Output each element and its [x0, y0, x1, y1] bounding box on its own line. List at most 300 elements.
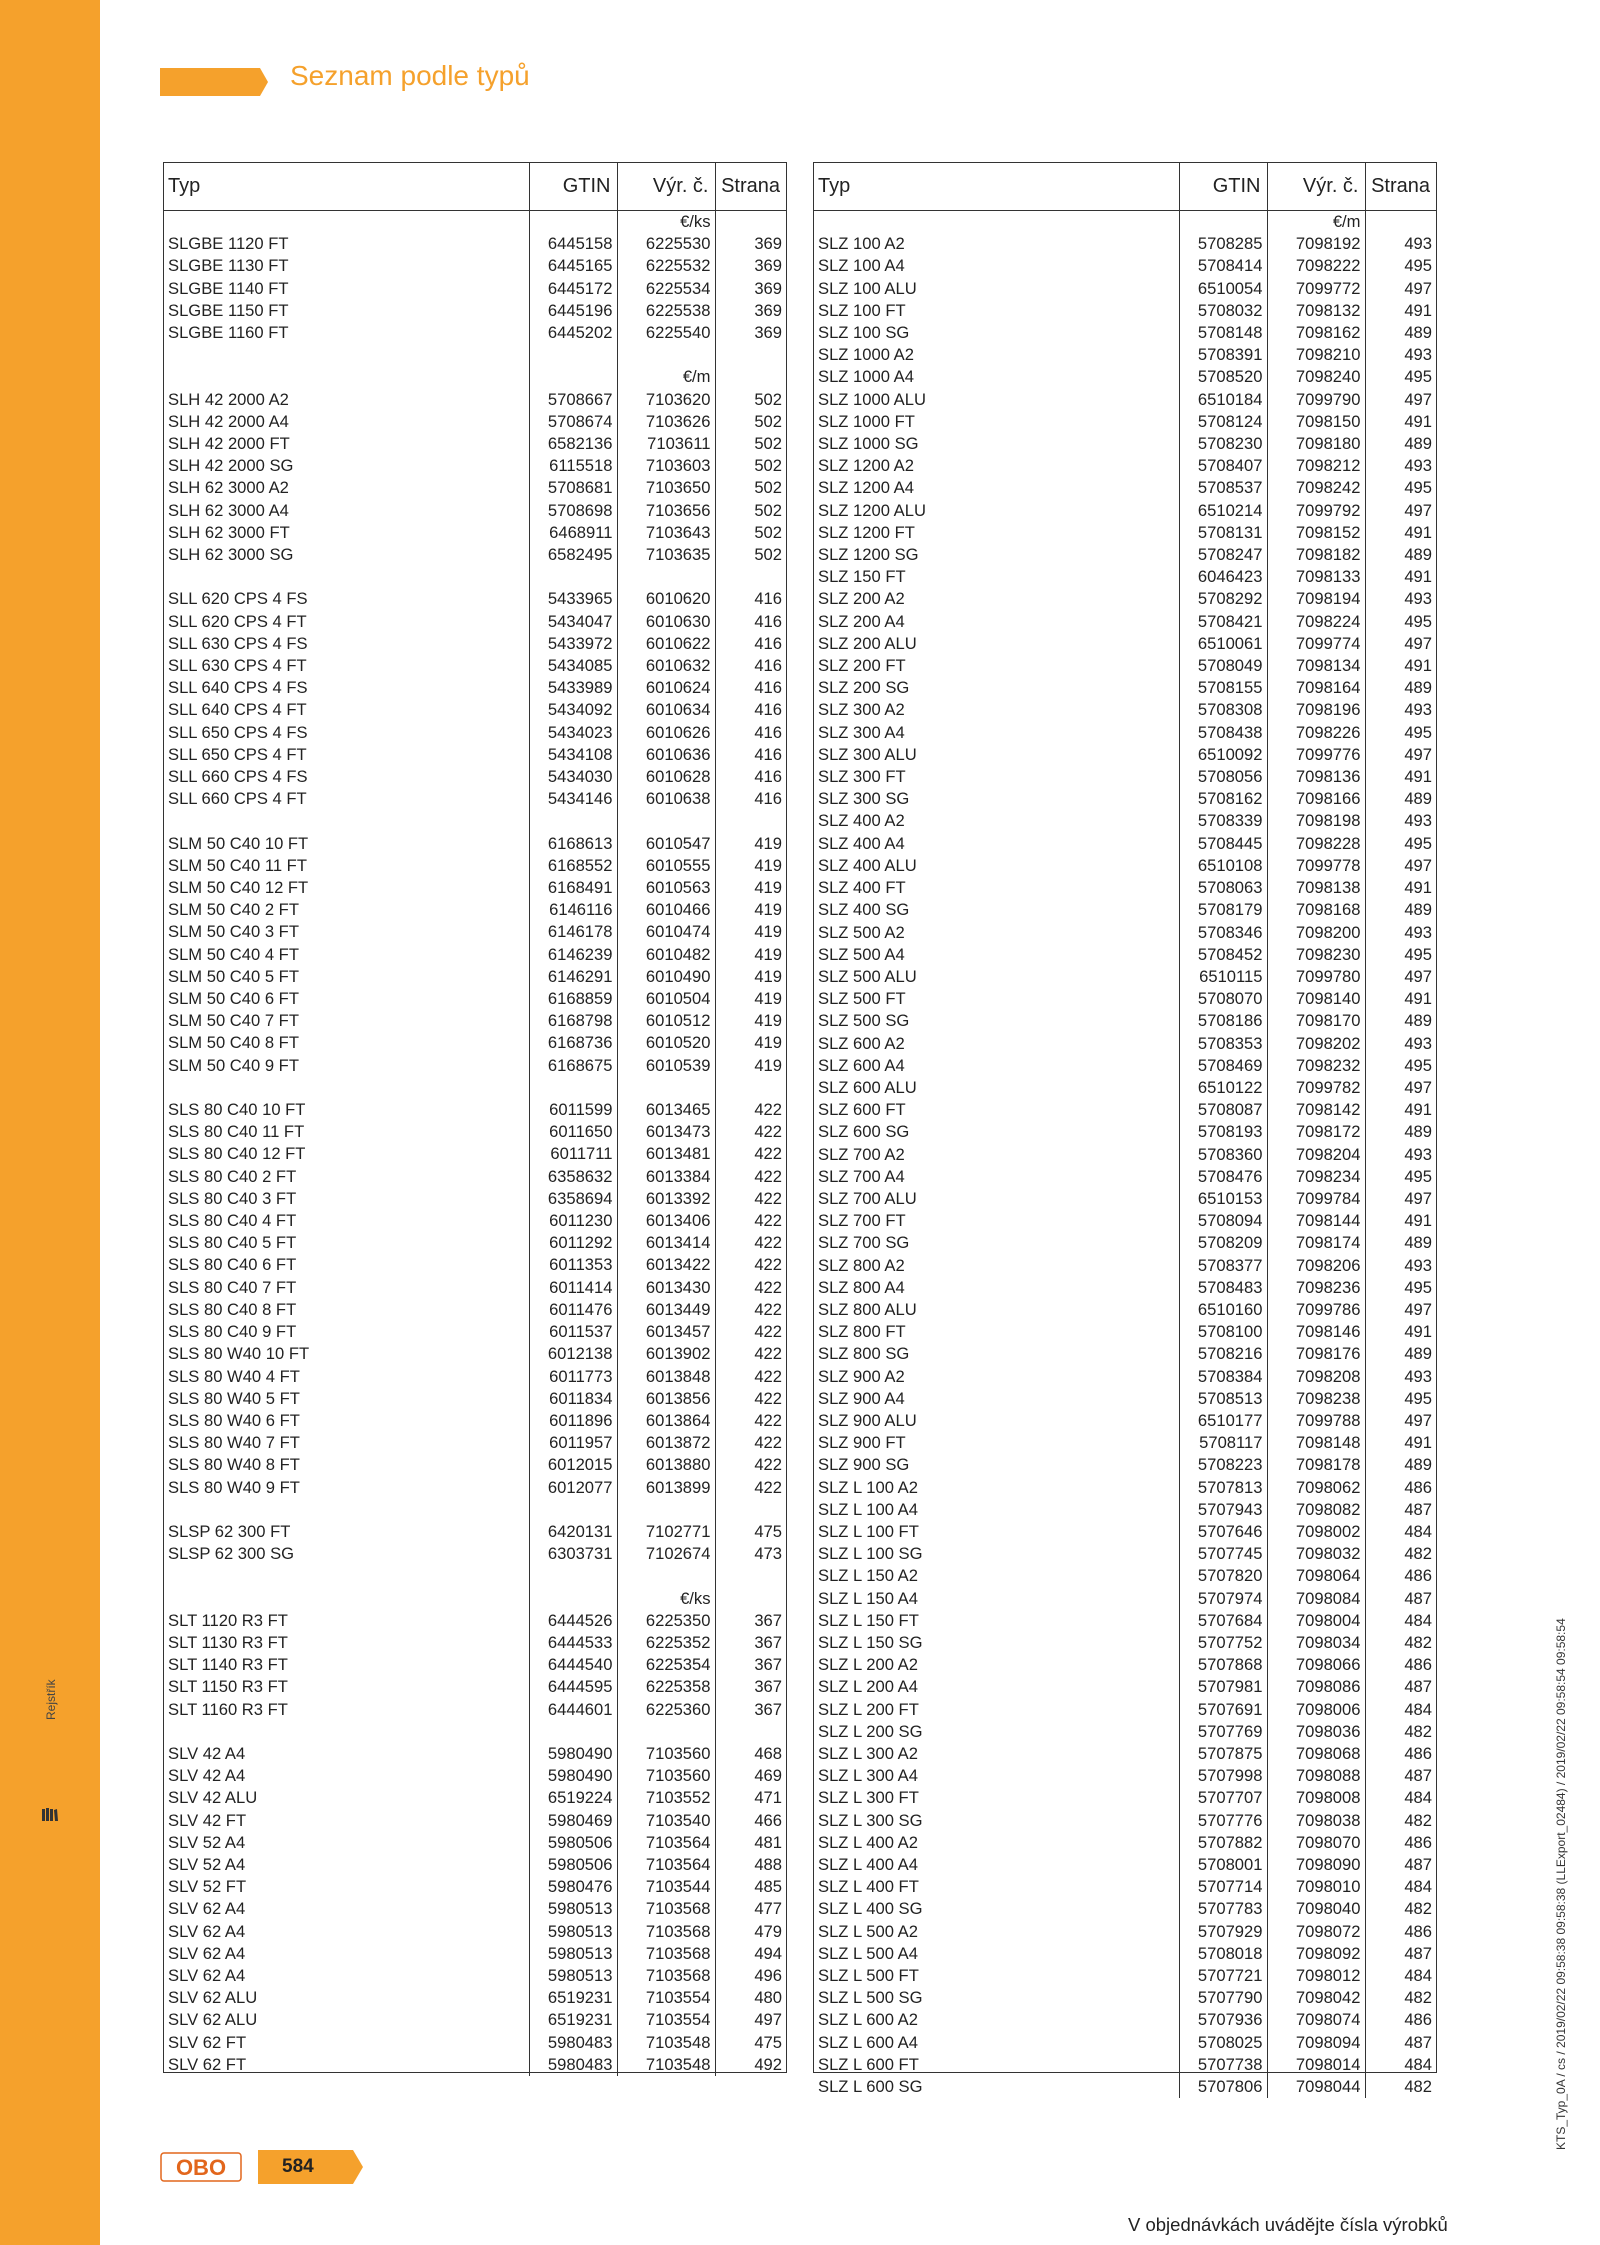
cell-type: SLZ 1000 ALU [814, 389, 1179, 411]
cell-page: 484 [1404, 1966, 1432, 1986]
cell-type: SLZ 1200 A2 [814, 455, 1179, 477]
cell-page: 502 [754, 434, 782, 454]
cell-page: 493 [1404, 456, 1432, 476]
cell-gtin: 5708285 [1179, 233, 1267, 255]
cell-type: SLV 62 A4 [164, 1898, 529, 1920]
table-row [164, 1943, 786, 1965]
cell-gtin: 6011711 [529, 1143, 617, 1165]
cell-page: 502 [754, 500, 782, 520]
export-meta: KTS_Typ_0A / cs / 2019/02/22 09:58:38 09:58:38 (LLExport_02484) / 2019/02/22 09:58:54 09:58:54 [1554, 1618, 1568, 2150]
cell-gtin: 5708377 [1179, 1255, 1267, 1277]
cell-gtin: 5707752 [1179, 1632, 1267, 1654]
cell-product-no: 7098228 [1267, 833, 1365, 855]
cell-type: SLZ 500 A4 [814, 944, 1179, 966]
cell-product-no: 7098210 [1267, 344, 1365, 366]
cell-type: SLZ 200 SG [814, 677, 1179, 699]
cell-page: 491 [1404, 522, 1432, 542]
cell-type: SLZ L 500 SG [814, 1987, 1179, 2009]
cell-type: SLZ 400 ALU [814, 855, 1179, 877]
cell-type: SLS 80 C40 11 FT [164, 1121, 529, 1143]
table-row [814, 411, 1436, 433]
cell-gtin [529, 1721, 617, 1743]
cell-type: SLV 52 A4 [164, 1854, 529, 1876]
cell-gtin: 5707943 [1179, 1499, 1267, 1521]
cell-type: SLZ L 100 SG [814, 1543, 1179, 1565]
cell-page [715, 1565, 786, 1587]
cell-type: SLS 80 C40 12 FT [164, 1143, 529, 1165]
cell-page: 468 [754, 1743, 782, 1763]
cell-gtin: 5708414 [1179, 255, 1267, 277]
cell-page: 416 [754, 744, 782, 764]
table-row [814, 1277, 1436, 1299]
page-title: Seznam podle typů [290, 60, 530, 91]
cell-type [164, 566, 529, 588]
cell-type: SLS 80 W40 10 FT [164, 1343, 529, 1365]
cell-gtin: 6358632 [529, 1166, 617, 1188]
cell-product-no: 7098196 [1267, 699, 1365, 721]
cell-gtin: 5708667 [529, 389, 617, 411]
cell-product-no: 7103564 [617, 1832, 715, 1854]
cell-product-no: 7103620 [617, 389, 715, 411]
cell-page: 419 [754, 1033, 782, 1053]
cell-gtin: 6168491 [529, 877, 617, 899]
cell-page: 491 [1404, 878, 1432, 898]
cell-gtin: 5708131 [1179, 522, 1267, 544]
table-row [164, 2032, 786, 2054]
cell-product-no: 7098236 [1267, 1277, 1365, 1299]
cell-type: SLL 660 CPS 4 FT [164, 788, 529, 810]
table-row [164, 1832, 786, 1854]
cell-page: 480 [754, 1988, 782, 2008]
table-row [164, 699, 786, 721]
cell-page: 419 [754, 989, 782, 1009]
cell-product-no: 6013481 [617, 1143, 715, 1165]
table-row [164, 500, 786, 522]
cell-type: SLM 50 C40 11 FT [164, 855, 529, 877]
cell-gtin: 5707783 [1179, 1898, 1267, 1920]
table-row [814, 1632, 1436, 1654]
cell-page: 473 [754, 1544, 782, 1564]
cell-type: SLZ L 600 SG [814, 2076, 1179, 2098]
cell-gtin: 6420131 [529, 1521, 617, 1543]
cell-gtin: 6510153 [1179, 1188, 1267, 1210]
cell-product-no: 7098234 [1267, 1166, 1365, 1188]
cell-type: SLZ 700 A4 [814, 1166, 1179, 1188]
cell-type: SLS 80 C40 10 FT [164, 1099, 529, 1121]
cell-page: 422 [754, 1211, 782, 1231]
cell-type: SLS 80 C40 7 FT [164, 1277, 529, 1299]
cell-gtin: 5708476 [1179, 1166, 1267, 1188]
cell-product-no: 7102771 [617, 1521, 715, 1543]
cell-product-no: 6010636 [617, 744, 715, 766]
cell-gtin: 5433972 [529, 633, 617, 655]
cell-gtin: 5707820 [1179, 1565, 1267, 1587]
cell-type: SLV 62 A4 [164, 1943, 529, 1965]
cell-type: SLT 1130 R3 FT [164, 1632, 529, 1654]
cell-page: 479 [754, 1921, 782, 1941]
cell-product-no: 7103643 [617, 522, 715, 544]
cell-product-no: 7098168 [1267, 899, 1365, 921]
cell-gtin: 6012138 [529, 1343, 617, 1365]
table-row [164, 1521, 786, 1543]
cell-gtin: 5708001 [1179, 1854, 1267, 1876]
cell-page: 495 [1404, 1277, 1432, 1297]
cell-page: 369 [754, 300, 782, 320]
cell-gtin: 5707806 [1179, 2076, 1267, 2098]
cell-gtin: 6012077 [529, 1477, 617, 1499]
table-row [164, 233, 786, 255]
table-row [164, 1410, 786, 1432]
cell-type: SLZ 100 SG [814, 322, 1179, 344]
cell-product-no: 7098180 [1267, 433, 1365, 455]
cell-type: SLL 620 CPS 4 FS [164, 588, 529, 610]
cell-page: 487 [1404, 1588, 1432, 1608]
cell-product-no: 7099774 [1267, 633, 1365, 655]
table-row [164, 1654, 786, 1676]
cell-product-no: 7099790 [1267, 389, 1365, 411]
table-row [814, 1965, 1436, 1987]
cell-product-no: 6013392 [617, 1188, 715, 1210]
cell-product-no: 6013406 [617, 1210, 715, 1232]
table-row [164, 1876, 786, 1898]
cell-product-no: 7098202 [1267, 1033, 1365, 1055]
table-row [814, 477, 1436, 499]
cell-product-no: 7098134 [1267, 655, 1365, 677]
cell-page: 416 [754, 589, 782, 609]
cell-type: SLZ L 400 FT [814, 1876, 1179, 1898]
table-row [814, 855, 1436, 877]
table-row [814, 944, 1436, 966]
table-row [814, 1321, 1436, 1343]
cell-product-no: 6013449 [617, 1299, 715, 1321]
table-row [164, 921, 786, 943]
cell-gtin: 6444526 [529, 1610, 617, 1632]
cell-product-no [617, 1565, 715, 1587]
cell-gtin: 6168736 [529, 1032, 617, 1054]
cell-page: 422 [754, 1433, 782, 1453]
table-row [814, 722, 1436, 744]
table-row [164, 1765, 786, 1787]
cell-type: SLM 50 C40 7 FT [164, 1010, 529, 1032]
cell-type: SLZ 700 ALU [814, 1188, 1179, 1210]
table-row [814, 344, 1436, 366]
cell-product-no: 7098206 [1267, 1255, 1365, 1277]
column-header-gtin: GTIN [529, 162, 617, 211]
table-row [814, 1810, 1436, 1832]
cell-page: 486 [1404, 1832, 1432, 1852]
cell-type: SLZ 400 FT [814, 877, 1179, 899]
cell-page: 493 [1404, 1144, 1432, 1164]
cell-gtin: 5980513 [529, 1965, 617, 1987]
cell-page: 484 [1404, 1788, 1432, 1808]
cell-type: SLGBE 1140 FT [164, 278, 529, 300]
cell-product-no: 7098162 [1267, 322, 1365, 344]
cell-product-no: 7098074 [1267, 2009, 1365, 2031]
cell-gtin: 5708049 [1179, 655, 1267, 677]
cell-product-no: 7098194 [1267, 588, 1365, 610]
cell-type: SLV 42 ALU [164, 1787, 529, 1809]
cell-product-no: 7103554 [617, 2009, 715, 2031]
cell-gtin: 5708292 [1179, 588, 1267, 610]
table-row [814, 1499, 1436, 1521]
cell-page: 486 [1404, 1921, 1432, 1941]
cell-product-no: 7103611 [617, 433, 715, 455]
cell-page [715, 1588, 786, 1610]
cell-type: SLGBE 1160 FT [164, 322, 529, 344]
cell-product-no: 7098144 [1267, 1210, 1365, 1232]
table-row [164, 1210, 786, 1232]
table-row [814, 655, 1436, 677]
cell-page: 422 [754, 1277, 782, 1297]
cell-product-no: 6013430 [617, 1277, 715, 1299]
cell-gtin: 6510160 [1179, 1299, 1267, 1321]
table-row [164, 1254, 786, 1276]
cell-page: 497 [1404, 278, 1432, 298]
cell-page: 497 [1404, 1188, 1432, 1208]
table-row [814, 1832, 1436, 1854]
table-header-row [164, 162, 786, 211]
cell-gtin: 5708384 [1179, 1366, 1267, 1388]
cell-product-no: 6225360 [617, 1699, 715, 1721]
table-row [164, 1565, 786, 1587]
table-row [164, 1143, 786, 1165]
table-row [814, 1743, 1436, 1765]
cell-gtin: 5708209 [1179, 1232, 1267, 1254]
cell-product-no: 7098136 [1267, 766, 1365, 788]
footer-note: V objednávkách uvádějte čísla výrobků [1128, 2214, 1448, 2235]
sidebar-band [0, 0, 100, 2245]
cell-gtin: 5708063 [1179, 877, 1267, 899]
table-row [164, 1188, 786, 1210]
cell-gtin: 5708513 [1179, 1388, 1267, 1410]
title-tab-marker [160, 68, 268, 96]
cell-type: SLM 50 C40 10 FT [164, 833, 529, 855]
cell-type [814, 211, 1179, 234]
cell-gtin [529, 810, 617, 832]
cell-page: 475 [754, 2032, 782, 2052]
cell-type: SLZ 500 SG [814, 1010, 1179, 1032]
cell-type: SLZ L 300 FT [814, 1787, 1179, 1809]
cell-product-no: 7099778 [1267, 855, 1365, 877]
table-row [814, 877, 1436, 899]
table-row [164, 899, 786, 921]
cell-gtin: 5707745 [1179, 1543, 1267, 1565]
cell-gtin: 5708339 [1179, 810, 1267, 832]
cell-product-no: 7098204 [1267, 1144, 1365, 1166]
obo-logo [160, 2152, 242, 2182]
cell-page: 422 [754, 1410, 782, 1430]
cell-gtin: 6358694 [529, 1188, 617, 1210]
cell-page: 416 [754, 767, 782, 787]
table-row [164, 255, 786, 277]
cell-product-no: 7102674 [617, 1543, 715, 1565]
cell-product-no: 7098064 [1267, 1565, 1365, 1587]
cell-page: 493 [1404, 811, 1432, 831]
cell-page: 416 [754, 700, 782, 720]
cell-type: SLL 640 CPS 4 FS [164, 677, 529, 699]
cell-page: 489 [1404, 789, 1432, 809]
cell-type: SLZ 1000 SG [814, 433, 1179, 455]
cell-gtin: 5707769 [1179, 1721, 1267, 1743]
table-row [814, 2032, 1436, 2054]
table-row [164, 1610, 786, 1632]
cell-product-no: 6225358 [617, 1676, 715, 1698]
cell-gtin: 6046423 [1179, 566, 1267, 588]
cell-type: SLSP 62 300 SG [164, 1543, 529, 1565]
cell-product-no: 6010628 [617, 766, 715, 788]
cell-type: SLZ 1000 A4 [814, 366, 1179, 388]
cell-gtin: 6303731 [529, 1543, 617, 1565]
cell-product-no: 6010490 [617, 966, 715, 988]
cell-gtin: 5707998 [1179, 1765, 1267, 1787]
cell-page: 493 [1404, 700, 1432, 720]
cell-product-no: 7103554 [617, 1987, 715, 2009]
cell-page: 482 [1404, 1633, 1432, 1652]
cell-gtin: 6445172 [529, 278, 617, 300]
cell-page: 482 [1404, 1544, 1432, 1564]
cell-page: 497 [1404, 389, 1432, 409]
table-row [814, 2076, 1436, 2098]
table-row [814, 2054, 1436, 2076]
cell-product-no: 7099782 [1267, 1077, 1365, 1099]
cell-page: 422 [754, 1122, 782, 1142]
cell-page: 493 [1404, 234, 1432, 254]
cell-page: 422 [754, 1144, 782, 1164]
cell-page: 502 [754, 478, 782, 498]
cell-gtin: 6011599 [529, 1099, 617, 1121]
cell-product-no: 7103568 [617, 1898, 715, 1920]
cell-product-no: 7099772 [1267, 278, 1365, 300]
cell-product-no: 7098070 [1267, 1832, 1365, 1854]
cell-product-no: 6010539 [617, 1055, 715, 1077]
table-row [814, 1188, 1436, 1210]
cell-page: 422 [754, 1255, 782, 1275]
cell-page: 489 [1404, 678, 1432, 698]
cell-type: SLV 42 A4 [164, 1743, 529, 1765]
table-row [814, 744, 1436, 766]
cell-product-no: 7098142 [1267, 1099, 1365, 1121]
cell-type: SLZ 300 ALU [814, 744, 1179, 766]
table-row [164, 2054, 786, 2076]
cell-page: 466 [754, 1810, 782, 1830]
table-row [164, 1499, 786, 1521]
cell-page: 497 [1404, 1299, 1432, 1319]
cell-gtin: 6510184 [1179, 389, 1267, 411]
cell-product-no [617, 344, 715, 366]
table-row [164, 1077, 786, 1099]
cell-gtin: 6510108 [1179, 855, 1267, 877]
table-row [814, 1033, 1436, 1055]
cell-page: 487 [1404, 1855, 1432, 1875]
cell-gtin: 5708247 [1179, 544, 1267, 566]
cell-gtin: 5708483 [1179, 1277, 1267, 1299]
cell-page: 489 [1404, 545, 1432, 565]
cell-type: SLZ L 200 A2 [814, 1654, 1179, 1676]
cell-gtin: 5708117 [1179, 1432, 1267, 1454]
cell-page: 493 [1404, 1033, 1432, 1053]
table-row [164, 1366, 786, 1388]
cell-gtin: 5707875 [1179, 1743, 1267, 1765]
cell-type: SLZ 900 A4 [814, 1388, 1179, 1410]
cell-product-no: 7098146 [1267, 1321, 1365, 1343]
cell-gtin: 5980476 [529, 1876, 617, 1898]
cell-type: SLGBE 1130 FT [164, 255, 529, 277]
cell-type: SLV 62 A4 [164, 1965, 529, 1987]
cell-page: 495 [1404, 256, 1432, 276]
cell-type: SLZ 1200 FT [814, 522, 1179, 544]
table-row [164, 677, 786, 699]
table-row [814, 1121, 1436, 1143]
cell-gtin: 5707721 [1179, 1965, 1267, 1987]
cell-page: 482 [1404, 1721, 1432, 1741]
cell-page: 482 [1404, 1899, 1432, 1919]
table-row [814, 810, 1436, 832]
cell-gtin: 5434092 [529, 699, 617, 721]
table-row [164, 766, 786, 788]
cell-page: 477 [754, 1899, 782, 1919]
table-row [814, 1987, 1436, 2009]
table-row [814, 255, 1436, 277]
cell-product-no: 6225530 [617, 233, 715, 255]
cell-page: 495 [1404, 944, 1432, 964]
cell-product-no: 6225354 [617, 1654, 715, 1676]
cell-page: 419 [754, 855, 782, 875]
cell-gtin [1179, 211, 1267, 234]
cell-gtin: 5708681 [529, 477, 617, 499]
table-row [814, 1299, 1436, 1321]
cell-gtin: 6011896 [529, 1410, 617, 1432]
cell-page [715, 1721, 786, 1743]
table-row [814, 1765, 1436, 1787]
cell-type [164, 1588, 529, 1610]
cell-product-no: 6013872 [617, 1432, 715, 1454]
cell-page: 484 [1404, 1699, 1432, 1719]
cell-page: 491 [1404, 1433, 1432, 1453]
table-row [164, 966, 786, 988]
cell-product-no: 7098240 [1267, 366, 1365, 388]
cell-type: SLV 62 FT [164, 2054, 529, 2076]
cell-gtin: 5434047 [529, 611, 617, 633]
cell-gtin: 6510177 [1179, 1410, 1267, 1432]
cell-page: 367 [754, 1632, 782, 1652]
cell-product-no: 6010482 [617, 944, 715, 966]
cell-gtin: 5980506 [529, 1832, 617, 1854]
cell-type [164, 344, 529, 366]
cell-product-no [617, 810, 715, 832]
cell-gtin: 5708070 [1179, 988, 1267, 1010]
cell-product-no: 7098174 [1267, 1232, 1365, 1254]
cell-gtin: 5708674 [529, 411, 617, 433]
cell-page: 419 [754, 833, 782, 853]
cell-gtin: 5980483 [529, 2054, 617, 2076]
cell-gtin: 5708353 [1179, 1033, 1267, 1055]
table-row [814, 1921, 1436, 1943]
cell-type: SLZ 100 A4 [814, 255, 1179, 277]
cell-type: SLZ 1000 A2 [814, 344, 1179, 366]
cell-product-no: 6013899 [617, 1477, 715, 1499]
cell-gtin: 5708094 [1179, 1210, 1267, 1232]
cell-type: SLZ 500 ALU [814, 966, 1179, 988]
cell-gtin: 5708032 [1179, 300, 1267, 322]
cell-page: 495 [1404, 1055, 1432, 1075]
cell-page [715, 366, 786, 388]
cell-gtin [529, 1565, 617, 1587]
table-row [814, 1943, 1436, 1965]
cell-type: SLH 42 2000 A2 [164, 389, 529, 411]
table-row [164, 1232, 786, 1254]
cell-page: 489 [1404, 434, 1432, 454]
cell-gtin: 5708216 [1179, 1343, 1267, 1365]
